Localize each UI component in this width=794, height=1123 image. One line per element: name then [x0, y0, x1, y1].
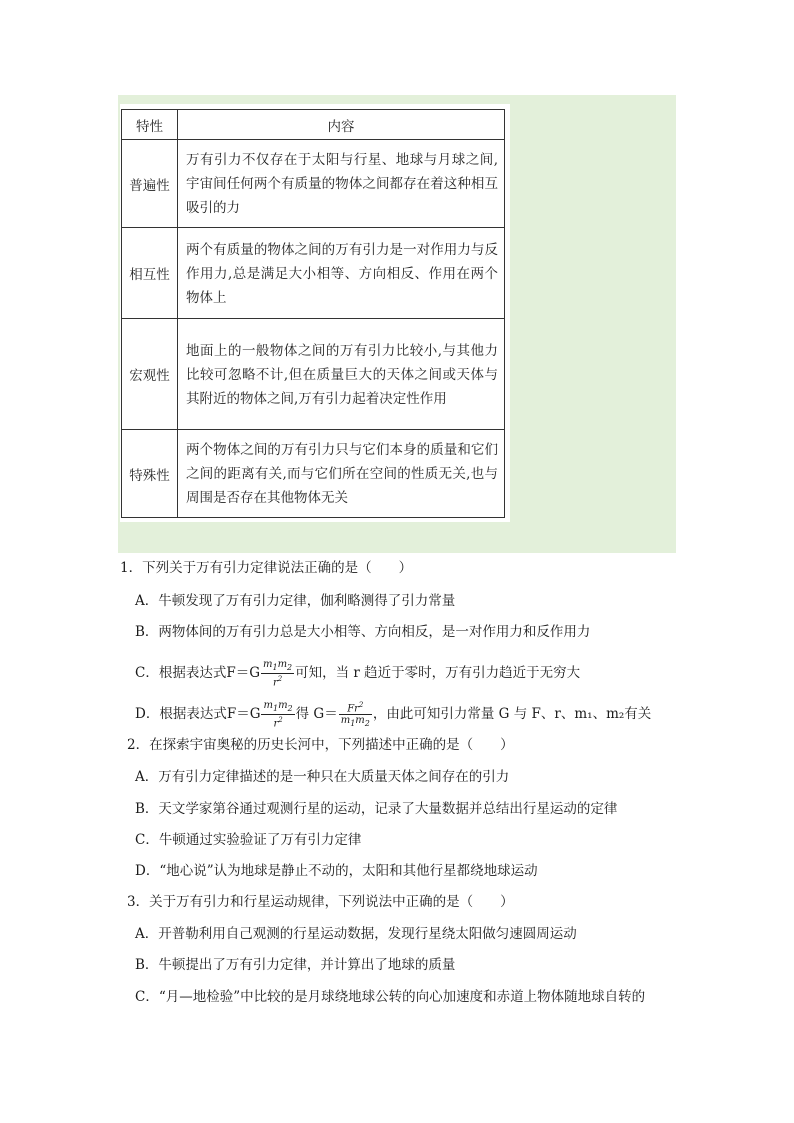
- content-cell: 万有引力不仅存在于太阳与行星、地球与月球之间,宇宙间任何两个有质量的物体之间都存在着这种相互吸引的力: [178, 140, 505, 228]
- option-c-suffix: 可知，当 r 趋近于零时，万有引力趋近于无穷大: [295, 665, 581, 682]
- question-1-stem: 1．下列关于万有引力定律说法正确的是（ ）: [120, 560, 413, 576]
- content-cell: 两个物体之间的万有引力只与它们本身的质量和它们之间的距离有关,而与它们所在空间的性质无关,也与周围是否存在其他物体无关: [178, 430, 505, 518]
- content-cell: 两个有质量的物体之间的万有引力是一对作用力与反作用力,总是满足大小相等、方向相反、作用在两个物体上: [178, 228, 505, 319]
- option-d-prefix: D．根据表达式F＝G: [135, 706, 261, 723]
- question-3-stem: 3．关于万有引力和行星运动规律，下列说法中正确的是（ ）: [127, 894, 514, 910]
- table-row: [122, 140, 505, 228]
- table-header-row: [122, 110, 505, 140]
- question-2-stem: 2．在探索宇宙奥秘的历史长河中，下列描述中正确的是（ ）: [127, 737, 514, 753]
- question-2-option-a: A．万有引力定律描述的是一种只在大质量天体之间存在的引力: [135, 769, 510, 785]
- gravitation-properties-table: [121, 109, 505, 518]
- feature-cell: 相互性: [122, 228, 178, 319]
- question-2-option-b: B．天文学家第谷通过观测行星的运动，记录了大量数据并总结出行星运动的定律: [135, 801, 618, 817]
- feature-cell: 普遍性: [122, 140, 178, 228]
- option-c-prefix: C．根据表达式F＝G: [135, 665, 260, 682]
- question-1-option-b: B．两物体间的万有引力总是大小相等、方向相反，是一对作用力和反作用力: [135, 624, 591, 640]
- feature-cell: 特殊性: [122, 430, 178, 518]
- question-2-option-c: C．牛顿通过实验验证了万有引力定律: [135, 832, 362, 848]
- fraction-m1m2-over-r2: $\frac{m_1m_2}{r^2}$: [262, 659, 293, 689]
- header-content: 内容: [178, 110, 505, 140]
- content-cell: 地面上的一般物体之间的万有引力比较小,与其他力比较可忽略不计,但在质量巨大的天体之间或天体与其附近的物体之间,万有引力起着决定性作用: [178, 319, 505, 430]
- table-row: [122, 319, 505, 430]
- question-1-option-d: [135, 700, 651, 729]
- question-1-option-a: A．牛顿发现了万有引力定律，伽利略测得了引力常量: [135, 593, 456, 609]
- question-3-option-b: B．牛顿提出了万有引力定律，并计算出了地球的质量: [135, 957, 456, 973]
- table-row: [122, 228, 505, 319]
- option-d-suffix: ，由此可知引力常量 G 与 F、r、m₁、m₂有关: [372, 706, 652, 723]
- table-row: [122, 430, 505, 518]
- question-3-option-a: A．开普勒利用自己观测的行星运动数据，发现行星绕太阳做匀速圆周运动: [135, 926, 577, 942]
- feature-cell: 宏观性: [122, 319, 178, 430]
- header-feature: 特性: [122, 110, 178, 140]
- fraction-m1m2-over-r2: $\frac{m_1m_2}{r^2}$: [263, 700, 293, 730]
- fraction-Fr2-over-m1m2: $\frac{Fr^2}{m_1m_2}$: [340, 701, 370, 729]
- option-d-middle: 得 G＝: [295, 706, 338, 723]
- question-1-option-c: [135, 659, 580, 688]
- question-3-option-c: C．“月—地检验”中比较的是月球绕地球公转的向心加速度和赤道上物体随地球自转的: [135, 989, 646, 1005]
- question-2-option-d: D．“地心说”认为地球是静止不动的，太阳和其他行星都绕地球运动: [135, 863, 538, 879]
